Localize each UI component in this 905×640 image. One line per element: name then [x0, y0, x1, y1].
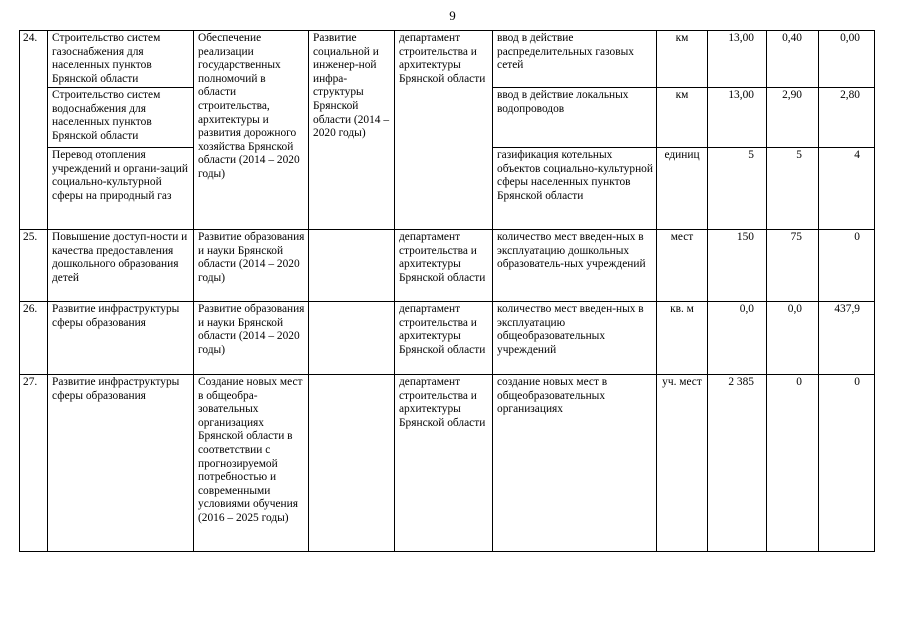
event-cell: Перевод отопления учреждений и органи-заций социально-культурной сферы на природный газ: [48, 148, 194, 230]
event-cell: Развитие инфраструктуры сферы образования: [48, 302, 194, 375]
row-number: 24.: [20, 31, 48, 230]
value-cell-1: 5: [708, 148, 767, 230]
program-cell: [309, 302, 395, 375]
executor-cell: департамент строительства и архитектуры Брянской области: [395, 302, 493, 375]
executor-cell: департамент строительства и архитектуры Брянской области: [395, 31, 493, 230]
value-cell-1: 150: [708, 230, 767, 302]
value-cell-2: 0: [767, 375, 819, 552]
unit-cell: км: [657, 31, 708, 88]
value-cell-2: 0,0: [767, 302, 819, 375]
indicator-cell: создание новых мест в общеобразовательных организациях: [493, 375, 657, 552]
program-indicators-table: [19, 30, 875, 552]
value-cell-3: 0,00: [819, 31, 875, 88]
task-cell: Создание новых мест в общеобра-зовательных организациях Брянской области в соответствии с прогнозируемой потребностью и современными условиями обучения (2016 – 2025 годы): [194, 375, 309, 552]
unit-cell: уч. мест: [657, 375, 708, 552]
value-cell-1: 13,00: [708, 31, 767, 88]
value-cell-1: 0,0: [708, 302, 767, 375]
row-number: 26.: [20, 302, 48, 375]
task-cell: Обеспечение реализации государственных полномочий в области строительства, архитектуры и развития дорожного хозяйства Брянской области (2014 – 2020 годы): [194, 31, 309, 230]
value-cell-3: 0: [819, 230, 875, 302]
table-row: [20, 302, 875, 375]
value-cell-2: 5: [767, 148, 819, 230]
value-cell-1: 2 385: [708, 375, 767, 552]
task-cell: Развитие образования и науки Брянской области (2014 – 2020 годы): [194, 230, 309, 302]
executor-cell: департамент строительства и архитектуры Брянской области: [395, 230, 493, 302]
unit-cell: единиц: [657, 148, 708, 230]
value-cell-3: 2,80: [819, 88, 875, 148]
indicator-cell: количество мест введен-ных в эксплуатацию общеобразовательных учреждений: [493, 302, 657, 375]
table-row: [20, 230, 875, 302]
event-cell: Строительство систем водоснабжения для населенных пунктов Брянской области: [48, 88, 194, 148]
row-number: 25.: [20, 230, 48, 302]
program-cell: [309, 375, 395, 552]
task-cell: Развитие образования и науки Брянской области (2014 – 2020 годы): [194, 302, 309, 375]
value-cell-2: 75: [767, 230, 819, 302]
value-cell-2: 0,40: [767, 31, 819, 88]
event-cell: Строительство систем газоснабжения для населенных пунктов Брянской области: [48, 31, 194, 88]
program-cell: Развитие социальной и инженер-ной инфра-структуры Брянской области (2014 – 2020 годы): [309, 31, 395, 230]
unit-cell: кв. м: [657, 302, 708, 375]
indicator-cell: ввод в действие локальных водопроводов: [493, 88, 657, 148]
table-row: [20, 375, 875, 552]
program-cell: [309, 230, 395, 302]
page-number: 9: [449, 8, 456, 23]
row-number: 27.: [20, 375, 48, 552]
indicator-cell: ввод в действие распределительных газовых сетей: [493, 31, 657, 88]
unit-cell: мест: [657, 230, 708, 302]
executor-cell: департамент строительства и архитектуры Брянской области: [395, 375, 493, 552]
table-row: [20, 31, 875, 88]
indicator-cell: газификация котельных объектов социально-культурной сферы населенных пунктов Брянской области: [493, 148, 657, 230]
value-cell-3: 0: [819, 375, 875, 552]
value-cell-2: 2,90: [767, 88, 819, 148]
indicator-cell: количество мест введен-ных в эксплуатацию дошкольных образователь-ных учреждений: [493, 230, 657, 302]
event-cell: Развитие инфраструктуры сферы образования: [48, 375, 194, 552]
value-cell-1: 13,00: [708, 88, 767, 148]
value-cell-3: 437,9: [819, 302, 875, 375]
unit-cell: км: [657, 88, 708, 148]
event-cell: Повышение доступ-ности и качества предоставления дошкольного образования детей: [48, 230, 194, 302]
value-cell-3: 4: [819, 148, 875, 230]
